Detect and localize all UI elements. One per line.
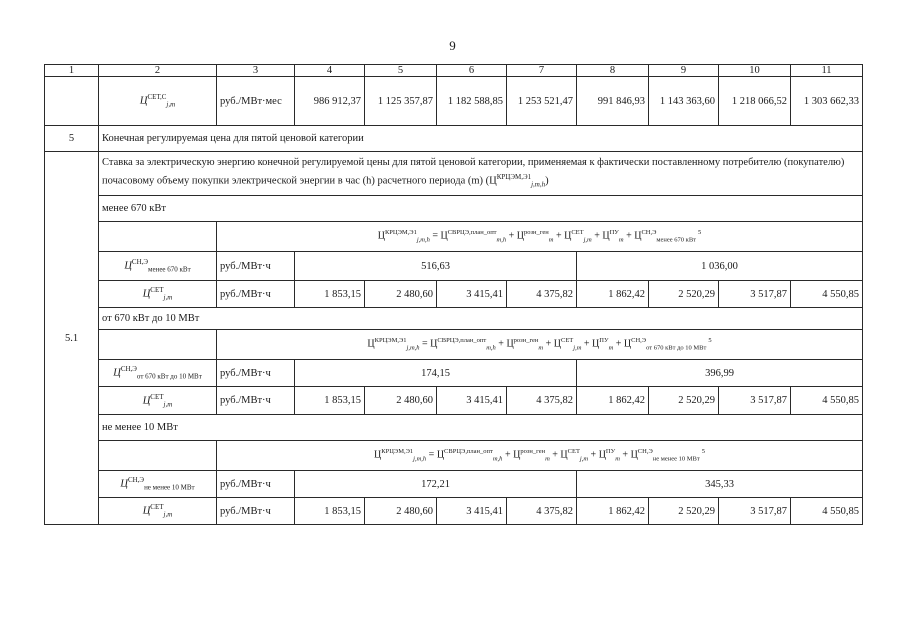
tariff-table [44, 64, 863, 525]
rate-symbol: $Ц^{СЕТ}_{j,m}$ [99, 387, 217, 415]
table-row [45, 387, 863, 415]
rate-symbol: $Ц^{СЕТ,С}_{j,m}$ [99, 77, 217, 126]
group-label: менее 670 кВт [99, 196, 863, 222]
rate-symbol: $Ц^{СН,Э}_{не менее 10 МВт}$ [99, 471, 217, 498]
column-number: 10 [719, 65, 791, 77]
group-label: от 670 кВт до 10 МВт [99, 308, 863, 330]
value-cell: 4 550,85 [791, 387, 863, 415]
value-cell: 1 303 662,33 [791, 77, 863, 126]
value-cell: 1 862,42 [577, 498, 649, 525]
value-cell: 1 182 588,85 [437, 77, 507, 126]
value-cell: 3 517,87 [719, 498, 791, 525]
value-cell: 3 415,41 [437, 281, 507, 308]
formula-row [45, 330, 863, 360]
column-number: 2 [99, 65, 217, 77]
value-cell: 1 862,42 [577, 281, 649, 308]
unit-cell: руб./МВт·ч [217, 387, 295, 415]
value-cell: 4 375,82 [507, 281, 577, 308]
section-row [45, 126, 863, 152]
formula-row [45, 222, 863, 252]
group-heading-row [45, 308, 863, 330]
value-cell: 986 912,37 [295, 77, 365, 126]
value-cell: 1 253 521,47 [507, 77, 577, 126]
group-heading-row [45, 196, 863, 222]
column-number: 1 [45, 65, 99, 77]
column-number: 11 [791, 65, 863, 77]
column-number-row [45, 65, 863, 77]
table-row [45, 152, 863, 196]
value-cell: 1 853,15 [295, 498, 365, 525]
value-cell: 2 480,60 [365, 387, 437, 415]
section-number: 5.1 [45, 152, 99, 525]
value-cell: 991 846,93 [577, 77, 649, 126]
value-cell: 2 520,29 [649, 281, 719, 308]
value-cell: 2 480,60 [365, 498, 437, 525]
unit-cell: руб./МВт·ч [217, 498, 295, 525]
unit-cell: руб./МВт·ч [217, 252, 295, 281]
value-cell: 3 415,41 [437, 387, 507, 415]
table-row [45, 498, 863, 525]
rate-symbol: $Ц^{СН,Э}_{от 670 кВт до 10 МВт}$ [99, 360, 217, 387]
section-description: Ставка за электрическую энергию конечной регулируемой цены для пятой ценовой категории, применяемая к фактически поставленному потребителю (покупателю) почасовому объему покупки электрической энергии в час (h) расчетного периода (m) $(Ц^{КРЦЭМ,Э1}_{j,m,h})$ [99, 152, 863, 196]
value-cell: 4 375,82 [507, 498, 577, 525]
group-label: не менее 10 МВт [99, 415, 863, 441]
value-cell: 516,63 [295, 252, 577, 281]
value-cell: 396,99 [577, 360, 863, 387]
value-cell: 3 517,87 [719, 281, 791, 308]
section-title: Конечная регулируемая цена для пятой ценовой категории [99, 126, 863, 152]
value-cell: 1 143 363,60 [649, 77, 719, 126]
column-number: 7 [507, 65, 577, 77]
price-formula: $Ц^{КРЦЭМ,Э1}_{j,m,h} = Ц^{СВРЦЭ,план\_опт}_{m,h} + Ц^{розн\_ген}_m + Ц^{СЕТ}_{j,m} + Ц^{ПУ}_m + Ц^{СН,Э}_{не менее 10 МВт}^5$ [217, 441, 863, 471]
page-number: 9 [449, 38, 456, 53]
table-row [45, 281, 863, 308]
value-cell: 1 853,15 [295, 387, 365, 415]
value-cell: 172,21 [295, 471, 577, 498]
value-cell: 1 036,00 [577, 252, 863, 281]
value-cell: 3 415,41 [437, 498, 507, 525]
column-number: 9 [649, 65, 719, 77]
unit-cell: руб./МВт·ч [217, 360, 295, 387]
value-cell: 4 550,85 [791, 498, 863, 525]
value-cell: 3 517,87 [719, 387, 791, 415]
rate-symbol: $Ц^{СН,Э}_{менее 670 кВт}$ [99, 252, 217, 281]
section-number: 5 [45, 126, 99, 152]
value-cell: 2 520,29 [649, 498, 719, 525]
unit-cell: руб./МВт·мес [217, 77, 295, 126]
rate-symbol: $Ц^{СЕТ}_{j,m}$ [99, 281, 217, 308]
value-cell: 1 853,15 [295, 281, 365, 308]
table-row [45, 77, 863, 126]
table-row [45, 252, 863, 281]
value-cell: 1 218 066,52 [719, 77, 791, 126]
value-cell: 1 125 357,87 [365, 77, 437, 126]
price-formula: $Ц^{КРЦЭМ,Э1}_{j,m,h} = Ц^{СВРЦЭ,план\_опт}_{m,h} + Ц^{розн\_ген}_m + Ц^{СЕТ}_{j,m} + Ц^{ПУ}_m + Ц^{СН,Э}_{от 670 кВт до 10 МВт}^5$ [217, 330, 863, 360]
table-row [45, 471, 863, 498]
column-number: 4 [295, 65, 365, 77]
value-cell: 1 862,42 [577, 387, 649, 415]
value-cell: 4 550,85 [791, 281, 863, 308]
value-cell: 2 520,29 [649, 387, 719, 415]
price-formula: $Ц^{КРЦЭМ,Э1}_{j,m,h} = Ц^{СВРЦЭ,план\_опт}_{m,h} + Ц^{розн\_ген}_m + Ц^{СЕТ}_{j,m} + Ц^{ПУ}_m + Ц^{СН,Э}_{менее 670 кВт}^5$ [217, 222, 863, 252]
column-number: 5 [365, 65, 437, 77]
column-number: 8 [577, 65, 649, 77]
group-heading-row [45, 415, 863, 441]
unit-cell: руб./МВт·ч [217, 281, 295, 308]
formula-row [45, 441, 863, 471]
column-number: 3 [217, 65, 295, 77]
value-cell: 2 480,60 [365, 281, 437, 308]
value-cell: 4 375,82 [507, 387, 577, 415]
column-number: 6 [437, 65, 507, 77]
value-cell: 174,15 [295, 360, 577, 387]
table-row [45, 360, 863, 387]
value-cell: 345,33 [577, 471, 863, 498]
rate-symbol: $Ц^{СЕТ}_{j,m}$ [99, 498, 217, 525]
unit-cell: руб./МВт·ч [217, 471, 295, 498]
